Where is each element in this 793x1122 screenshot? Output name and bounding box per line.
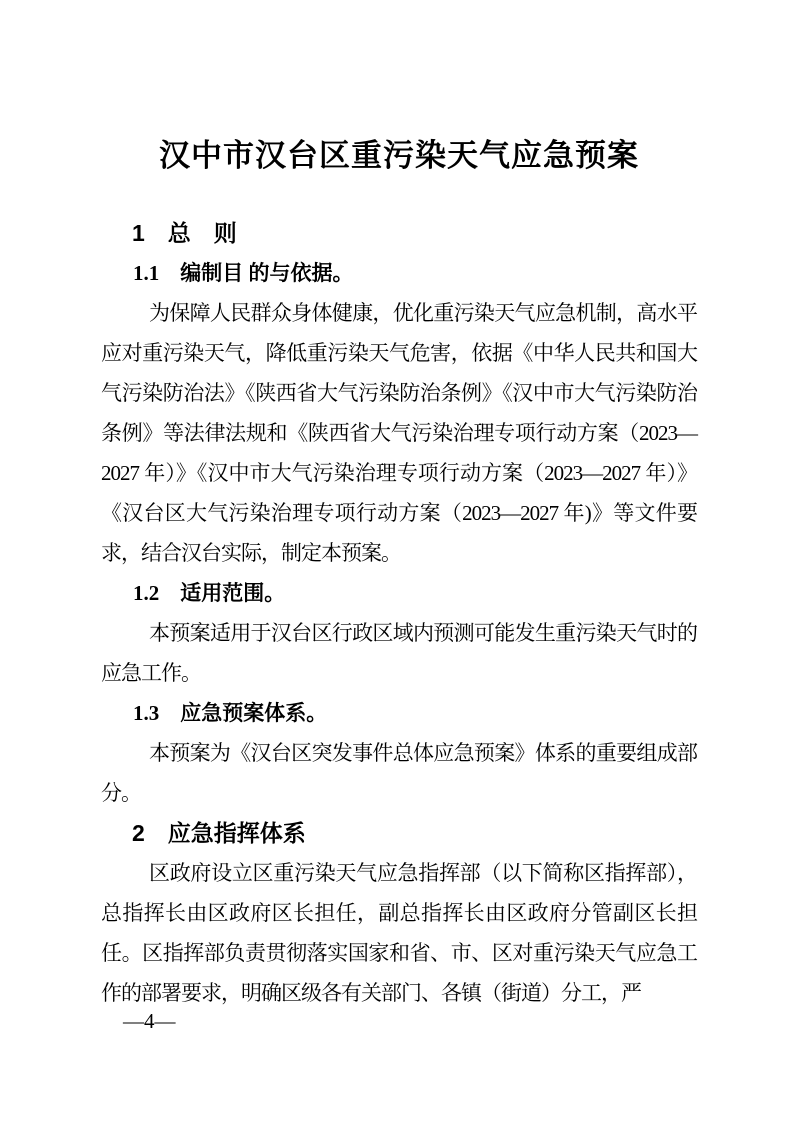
section-1-1-heading: 1.1 编制目 的与依据。: [133, 261, 354, 285]
section-1-heading: 1 总 则: [132, 220, 237, 246]
document-content: [101, 139, 697, 1013]
section-2-heading: 2 应急指挥体系: [132, 820, 306, 846]
section-1-2-heading: 1.2 适用范围。: [133, 581, 286, 605]
paragraph-scope-of-application: 本预案适用于汉台区行政区域内预测可能发生重污染天气时的应急工作。: [101, 621, 697, 685]
paragraph-purpose-and-basis: 为保障人民群众身体健康，优化重污染天气应急机制，高水平应对重污染天气，降低重污染天气危害，依据《中华人民共和国大气污染防治法》《陕西省大气污染防治条例》《汉中市大气污染防治条例》等法律法规和《陕西省大气污染治理专项行动方案（2023—2027 年）》《汉中市大气污染治理专项行动方案（2023—2027 年）》《汉台区大气污染治理专项行动方案（2023—2027 年)》等文件要求，结合汉台实际，制定本预案。: [101, 301, 697, 565]
paragraph-command-system: 区政府设立区重污染天气应急指挥部（以下简称区指挥部），总指挥长由区政府区长担任，副总指挥长由区政府分管副区长担任。区指挥部负责贯彻落实国家和省、市、区对重污染天气应急工作的部署要求，明确区级各有关部门、各镇（街道）分工，严: [101, 861, 697, 1005]
paragraph-plan-system: 本预案为《汉台区突发事件总体应急预案》体系的重要组成部分。: [101, 741, 697, 805]
document-title: 汉中市汉台区重污染天气应急预案: [159, 138, 639, 173]
page-number: —4—: [123, 1009, 176, 1033]
section-1-3-heading: 1.3 应急预案体系。: [133, 701, 328, 725]
